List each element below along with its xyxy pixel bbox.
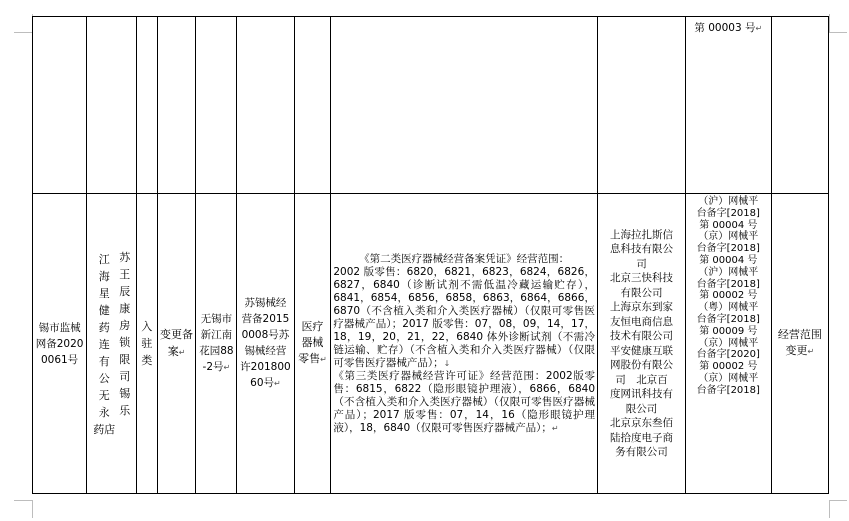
address: 无锡市新江南花园88-2号 — [199, 313, 234, 373]
cell-category: 医疗器械零售↵ — [294, 194, 331, 494]
filing-number-line: 台备字[2020] — [696, 349, 760, 361]
filing-number-line: 台备字[2018] — [696, 207, 760, 219]
filing-number-line: 第 00002 号 — [699, 290, 758, 302]
store-name-col-right — [119, 249, 130, 438]
filing-number-line: （京）网械平 — [698, 337, 759, 349]
crop-mark-top-right-v — [829, 14, 830, 32]
cell-platform-filing-numbers — [685, 194, 771, 494]
filing-number-line: （京）网械平 — [698, 231, 759, 243]
store-name-char: 无 — [98, 389, 110, 402]
filing-number-list — [688, 196, 769, 397]
cell-empty — [196, 17, 237, 194]
store-name-char: 锡 — [119, 387, 131, 400]
store-name-char: 药 — [98, 321, 110, 334]
cell-empty — [771, 17, 828, 194]
filing-number-line: （京）网械平 — [698, 372, 759, 384]
entry-type-char: 类 — [141, 354, 153, 367]
scope-class2-details: 2002 版零售：6820，6821，6823，6824，6826，6827，6840（诊断试剂不需低温冷藏运输贮存），6841，6854，6856，6858，6863，6864，6866，6870（不含植入类和介入类医疗器械）（仅限可零售医疗器械产品）；2017 版零售：07，08，09，14，17，18，19，20，21，22，6840 体外诊断试剂（不需冷链运输、贮存）（不含植入类和介入类医疗器械）（仅限可零售医疗器械产品）；↓ — [333, 265, 596, 369]
filing-number-line: 第 00004 号 — [699, 219, 758, 231]
remark: 经营范围变更 — [777, 328, 822, 357]
cell-license: 苏锡械经营备20150008号苏锡械经营许20180060号↵ — [237, 194, 294, 494]
cell-empty — [598, 17, 686, 194]
filing-number-line: 台备字[2018] — [696, 243, 760, 255]
store-name-char: 辰 — [119, 285, 131, 298]
cell-empty — [33, 17, 87, 194]
platform-line: 北京京东叁佰 — [609, 417, 673, 429]
platform-line: 友恒电商信息 — [609, 315, 673, 328]
store-name-char: 苏 — [119, 251, 131, 264]
store-name-char: 江 — [98, 253, 110, 266]
platform-line: 北京三快科技 — [609, 272, 673, 284]
store-name-char: 康 — [119, 302, 131, 315]
cell-empty — [237, 17, 294, 194]
cell-empty — [331, 17, 598, 194]
filing-number-line: 台备字[2018] — [696, 313, 760, 325]
store-name-char: 海 — [98, 270, 110, 283]
platform-line: 司 — [636, 257, 647, 270]
store-name-char: 有 — [98, 355, 110, 368]
cell-platforms — [598, 194, 686, 494]
store-name-col-left — [93, 249, 115, 438]
store-name-char: 房 — [119, 319, 131, 332]
platform-line: 限公司 — [625, 402, 658, 415]
entry-type-char: 驻 — [141, 337, 153, 350]
platform-line: 技术有限公司 — [609, 330, 673, 342]
platform-line: 度网讯科技有 — [609, 388, 673, 400]
license-numbers: 苏锡械经营备20150008号苏锡械经营许20180060号 — [240, 297, 291, 389]
store-name-char: 乐 — [119, 404, 131, 417]
crop-mark-bottom-right-h — [829, 500, 847, 501]
cell-address: 无锡市新江南花园88-2号↵ — [196, 194, 237, 494]
platform-line: 息科技有限公 — [609, 243, 673, 255]
cell-record-number — [33, 194, 87, 494]
store-name-char: 锁 — [119, 336, 131, 349]
platform-line: 上海京东到家 — [609, 301, 673, 313]
cell-store-name — [87, 194, 137, 494]
platform-line: 有限公司 — [620, 286, 663, 299]
store-name-char: 限 — [119, 353, 131, 366]
cell-empty — [87, 17, 137, 194]
cell-business-scope — [331, 194, 598, 494]
platform-line: 务有限公司 — [615, 446, 668, 458]
filing-number-line: （沪）网械平 — [698, 266, 759, 278]
table-row-previous — [33, 17, 829, 194]
store-name-char: 永 — [98, 406, 110, 419]
platform-line: 司 北京百 — [615, 373, 668, 386]
filing-number-line: （粤）网械平 — [698, 302, 759, 314]
filing-number-line: 第 00009 号 — [699, 325, 758, 337]
cell-prev-number: 第 00003 号↵ — [685, 17, 771, 194]
filing-number-line: 台备字[2018] — [696, 384, 760, 396]
cell-change-type: 变更备案↵ — [157, 194, 196, 494]
store-name-char: 星 — [98, 287, 110, 300]
crop-mark-bottom-right-v — [829, 500, 830, 518]
record-table — [32, 16, 829, 494]
crop-mark-top-right-h — [829, 32, 847, 33]
crop-mark-bottom-left-v — [32, 500, 33, 518]
platform-line: 网股份有限公 — [609, 359, 673, 371]
entry-type — [137, 318, 156, 369]
cell-empty — [137, 17, 157, 194]
platform-line: 上海拉扎斯信 — [609, 228, 673, 241]
cell-empty — [157, 17, 196, 194]
cell-remark: 经营范围变更↵ — [771, 194, 828, 494]
crop-mark-bottom-left-h — [14, 500, 32, 501]
filing-number-line: 第 00002 号 — [699, 361, 758, 373]
filing-number-line: 台备字[2018] — [696, 278, 760, 290]
table-row — [33, 194, 829, 494]
platform-line: 平安健康互联 — [609, 344, 673, 357]
crop-mark-top-left-h — [14, 32, 32, 33]
store-name-char: 连 — [98, 338, 110, 351]
store-name-char: 王 — [119, 268, 131, 281]
store-name-char: 药店 — [93, 423, 116, 436]
scope-class3: 《第三类医疗器械经营许可证》经营范围：2002版零售：6815，6822（隐形眼镜护理液），6866，6840（不含植入类和介入类医疗器械）（仅限可零售医疗器械产品）；2017 版零售：07，14，16（隐形眼镜护理液），18，6840（仅限可零售医疗器械产品）；↵ — [333, 369, 596, 434]
cell-empty — [294, 17, 331, 194]
filing-number-line: （沪）网械平 — [698, 196, 759, 207]
scope-heading-class2: 《第二类医疗器械经营备案凭证》经营范围： — [359, 252, 570, 265]
entry-type-char: 入 — [141, 320, 153, 333]
store-name-char: 公 — [98, 372, 110, 385]
platform-line: 陆拾度电子商 — [609, 431, 673, 444]
filing-number-line: 第 00004 号 — [699, 254, 758, 266]
change-type: 变更备案 — [160, 328, 194, 358]
business-category: 医疗器械零售 — [298, 320, 324, 365]
store-name-char: 健 — [98, 304, 110, 317]
record-number: 锡市监械网备20200061号 — [35, 321, 84, 366]
store-name-vertical — [89, 249, 134, 438]
store-name-char: 司 — [119, 370, 131, 383]
cell-entry-type — [137, 194, 157, 494]
platform-list — [600, 228, 683, 460]
